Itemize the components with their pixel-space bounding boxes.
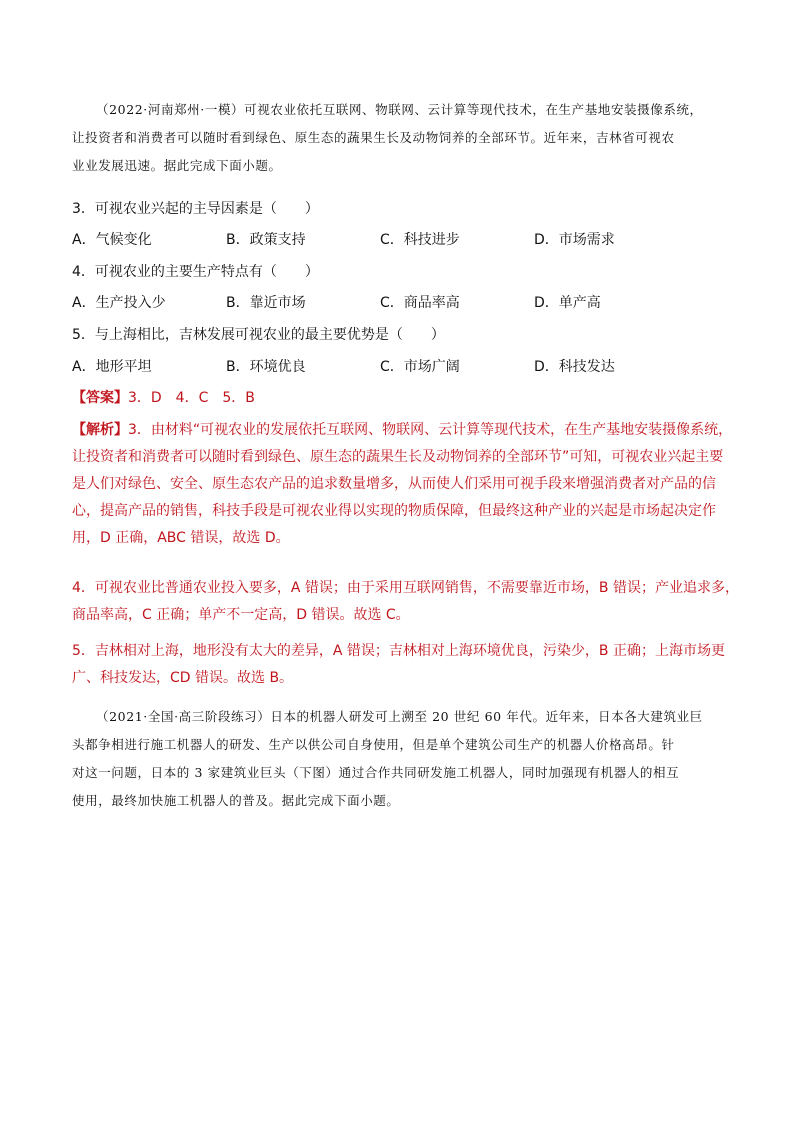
- analysis-line: 4．可视农业比普通农业投入要多，A 错误；由于采用互联网销售，不需要靠近市场，B 错误；产业追求多，: [72, 580, 739, 596]
- answer-text: 3．D 4．C 5．B: [128, 390, 255, 406]
- passage-1-line: 让投资者和消费者可以随时看到绿色、原生态的蔬果生长及动物饲养的全部环节。近年来，吉林省可视农: [72, 130, 675, 145]
- passage-1-line: （2022·河南郑州·一模）可视农业依托互联网、物联网、云计算等现代技术，在生产基地安装摄像系统，: [96, 102, 703, 117]
- question-3-stem: 3．可视农业兴起的主导因素是（ ）: [72, 201, 319, 217]
- passage-2: [72, 703, 732, 815]
- analysis-line: 3．由材料“可视农业的发展依托互联网、物联网、云计算等现代技术，在生产基地安装摄像系统，: [128, 422, 733, 438]
- option-a: A．地形平坦: [72, 359, 152, 375]
- answer-line: [72, 387, 255, 407]
- question-5-stem: 5．与上海相比，吉林发展可视农业的最主要优势是（ ）: [72, 327, 445, 343]
- passage-1-line: 业业发展迅速。据此完成下面小题。: [72, 158, 282, 173]
- passage-2-line: 使用，最终加快施工机器人的普及。据此完成下面小题。: [72, 793, 400, 808]
- question-3-options: [72, 229, 732, 249]
- option-a: A．生产投入少: [72, 295, 166, 311]
- passage-2-line: （2021·全国·高三阶段练习）日本的机器人研发可上溯至 20 世纪 60 年代。近年来，日本各大建筑业巨: [96, 709, 703, 724]
- option-c: C．市场广阔: [380, 359, 460, 375]
- passage-1: [72, 96, 732, 180]
- analysis-line: 商品率高，C 正确；单产不一定高，D 错误。故选 C。: [72, 607, 410, 623]
- question-4-options: [72, 292, 732, 312]
- option-d: D．科技发达: [534, 359, 615, 375]
- option-a: A．气候变化: [72, 232, 152, 248]
- question-4-stem: 4．可视农业的主要生产特点有（ ）: [72, 264, 319, 280]
- analysis-block-3: [72, 417, 732, 552]
- analysis-tag: 【解析】: [72, 422, 128, 438]
- option-c: C．科技进步: [380, 232, 460, 248]
- analysis-line: 让投资者和消费者可以随时看到绿色、原生态的蔬果生长及动物饲养的全部环节”可知，可视农业兴起主要: [72, 449, 724, 465]
- option-b: B．环境优良: [226, 359, 306, 375]
- analysis-line: 用，D 正确，ABC 错误，故选 D。: [72, 530, 290, 546]
- option-b: B．政策支持: [226, 232, 306, 248]
- analysis-block-5: [72, 638, 732, 692]
- answer-tag: 【答案】: [72, 390, 128, 406]
- option-b: B．靠近市场: [226, 295, 306, 311]
- analysis-line: 心，提高产品的销售，科技手段是可视农业得以实现的物质保障，但最终这种产业的兴起是市场起决定作: [72, 503, 716, 519]
- analysis-line: 5．吉林相对上海，地形没有太大的差异，A 错误；吉林相对上海环境优良，污染少，B 正确；上海市场更: [72, 643, 725, 659]
- question-5-options: [72, 356, 732, 376]
- passage-2-line: 对这一问题，日本的 3 家建筑业巨头（下图）通过合作共同研发施工机器人，同时加强现有机器人的相互: [72, 765, 680, 780]
- analysis-line: 广、科技发达，CD 错误。故选 B。: [72, 670, 294, 686]
- passage-2-line: 头都争相进行施工机器人的研发、生产以供公司自身使用，但是单个建筑公司生产的机器人价格高昂。针: [72, 737, 675, 752]
- option-d: D．市场需求: [534, 232, 615, 248]
- option-d: D．单产高: [534, 295, 601, 311]
- analysis-line: 是人们对绿色、安全、原生态农产品的追求数量增多，从而使人们采用可视手段来增强消费者对产品的信: [72, 476, 716, 492]
- analysis-block-4: [72, 575, 739, 629]
- option-c: C．商品率高: [380, 295, 460, 311]
